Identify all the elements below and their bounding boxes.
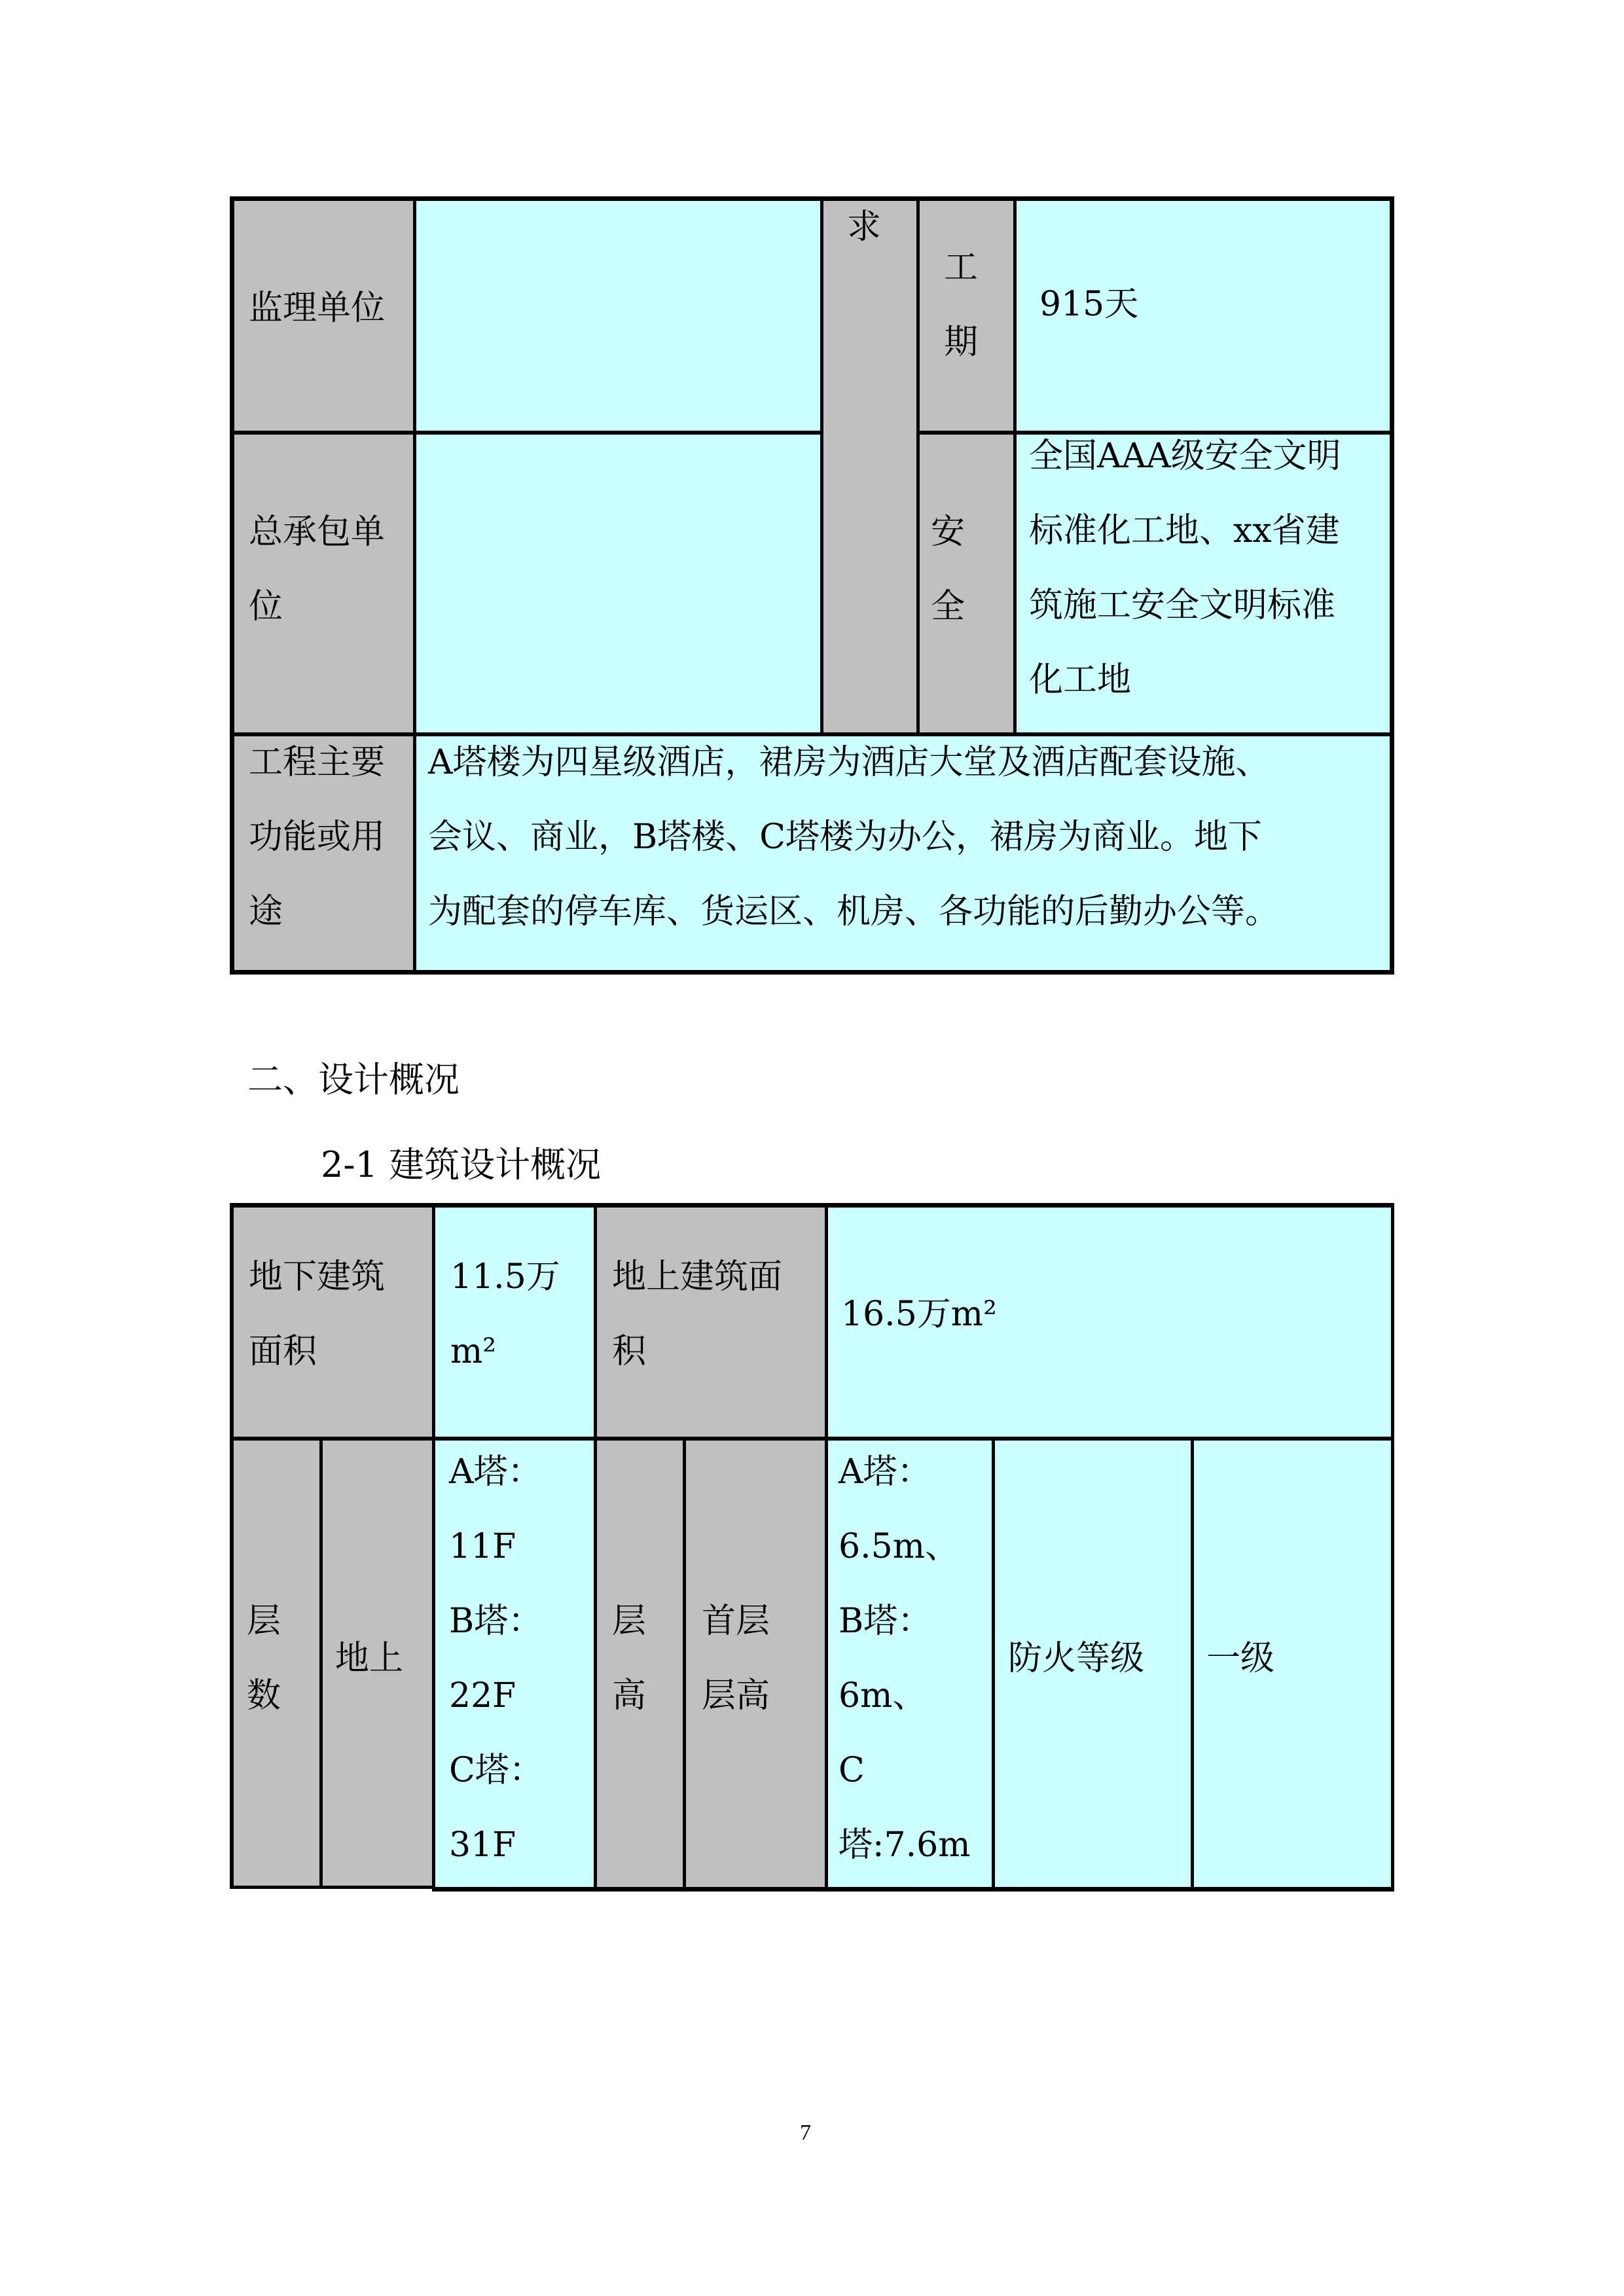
table-divider <box>594 1204 597 1888</box>
fire-rating-value: 一级 <box>1206 1639 1275 1678</box>
duration-label-line-2: 期 <box>944 323 979 362</box>
duration-value: 915天 <box>1039 285 1139 324</box>
underground-area-label-line-1: 地下建筑 <box>249 1257 386 1297</box>
first-floor-height-label-line-1: 首层 <box>702 1602 770 1641</box>
height-label-line-2: 高 <box>612 1676 647 1715</box>
subsection-title: 2-1 建筑设计概况 <box>321 1144 602 1185</box>
requirements-group-label: 求 <box>847 207 882 247</box>
main-function-value-line-1: A塔楼为四星级酒店，裙房为酒店大堂及酒店配套设施、 <box>428 743 1270 782</box>
floors-value-line-5: C塔： <box>449 1751 543 1790</box>
first-floor-height-value-line-1: A塔： <box>839 1452 931 1492</box>
floors-label-line-2: 数 <box>247 1676 281 1715</box>
first-floor-height-label-line-2: 层高 <box>702 1676 770 1715</box>
table-outer-border <box>230 196 1394 975</box>
safety-value-line-2: 标准化工地、xx省建 <box>1029 511 1340 550</box>
first-floor-height-value-line-5: C <box>839 1751 865 1790</box>
safety-label-line-1: 安 <box>931 512 965 552</box>
floors-value-line-2: 11F <box>449 1527 516 1566</box>
aboveground-area-value: 16.5万m² <box>841 1295 997 1334</box>
main-function-value-line-2: 会议、商业，B塔楼、C塔楼为办公，裙房为商业。地下 <box>428 817 1263 857</box>
section-title: 二、设计概况 <box>247 1059 460 1100</box>
safety-value-line-3: 筑施工安全文明标准 <box>1029 586 1336 625</box>
first-floor-height-value-line-4: 6m、 <box>839 1676 927 1715</box>
main-function-value-line-3: 为配套的停车库、货运区、机房、各功能的后勤办公等。 <box>428 892 1280 931</box>
table-divider <box>432 1204 435 1888</box>
floors-value-line-3: B塔： <box>449 1602 543 1641</box>
main-function-label-line-3: 途 <box>249 892 283 931</box>
fire-rating-label: 防火等级 <box>1008 1639 1145 1678</box>
table-divider <box>230 1437 1394 1441</box>
table-border-bottom-right <box>432 1887 1394 1892</box>
floors-label-line-1: 层 <box>247 1602 281 1641</box>
first-floor-height-value-line-3: B塔： <box>839 1602 932 1641</box>
table-border-right <box>1391 1203 1394 1892</box>
main-function-label-line-2: 功能或用 <box>249 817 386 857</box>
first-floor-height-value-line-2: 6.5m、 <box>839 1527 960 1566</box>
table-border-bottom-left <box>230 1886 433 1889</box>
first-floor-height-value-line-6: 塔:7.6m <box>839 1825 971 1865</box>
floors-value-line-4: 22F <box>449 1676 516 1715</box>
main-function-label-line-1: 工程主要 <box>249 743 386 782</box>
floors-value-line-1: A塔： <box>449 1452 542 1492</box>
page-number: 7 <box>800 2121 811 2145</box>
floors-value-line-6: 31F <box>449 1825 516 1865</box>
table-divider <box>319 1438 323 1888</box>
table-border-left <box>230 1203 234 1888</box>
table-divider <box>825 1204 828 1888</box>
supervision-unit-label: 监理单位 <box>249 289 386 328</box>
underground-area-value-line-1: 11.5万 <box>450 1257 560 1297</box>
table-border-top <box>230 1203 1394 1208</box>
general-contractor-label-line-2: 位 <box>249 587 283 626</box>
safety-value-line-1: 全国AAA级安全文明 <box>1029 437 1341 476</box>
aboveground-area-label-line-2: 积 <box>612 1332 647 1371</box>
aboveground-area-label-line-1: 地上建筑面 <box>612 1257 783 1297</box>
underground-area-value-line-2: m² <box>450 1332 497 1371</box>
table-divider <box>683 1438 686 1888</box>
table-divider <box>992 1438 995 1888</box>
safety-label-line-2: 全 <box>931 587 965 626</box>
general-contractor-label-line-1: 总承包单 <box>249 512 386 552</box>
table-divider <box>1191 1438 1194 1888</box>
underground-area-label-line-2: 面积 <box>249 1332 317 1371</box>
safety-value-line-4: 化工地 <box>1029 660 1132 700</box>
duration-label-line-1: 工 <box>944 248 979 287</box>
height-label-line-1: 层 <box>612 1602 647 1641</box>
above-label: 地上 <box>335 1639 404 1678</box>
